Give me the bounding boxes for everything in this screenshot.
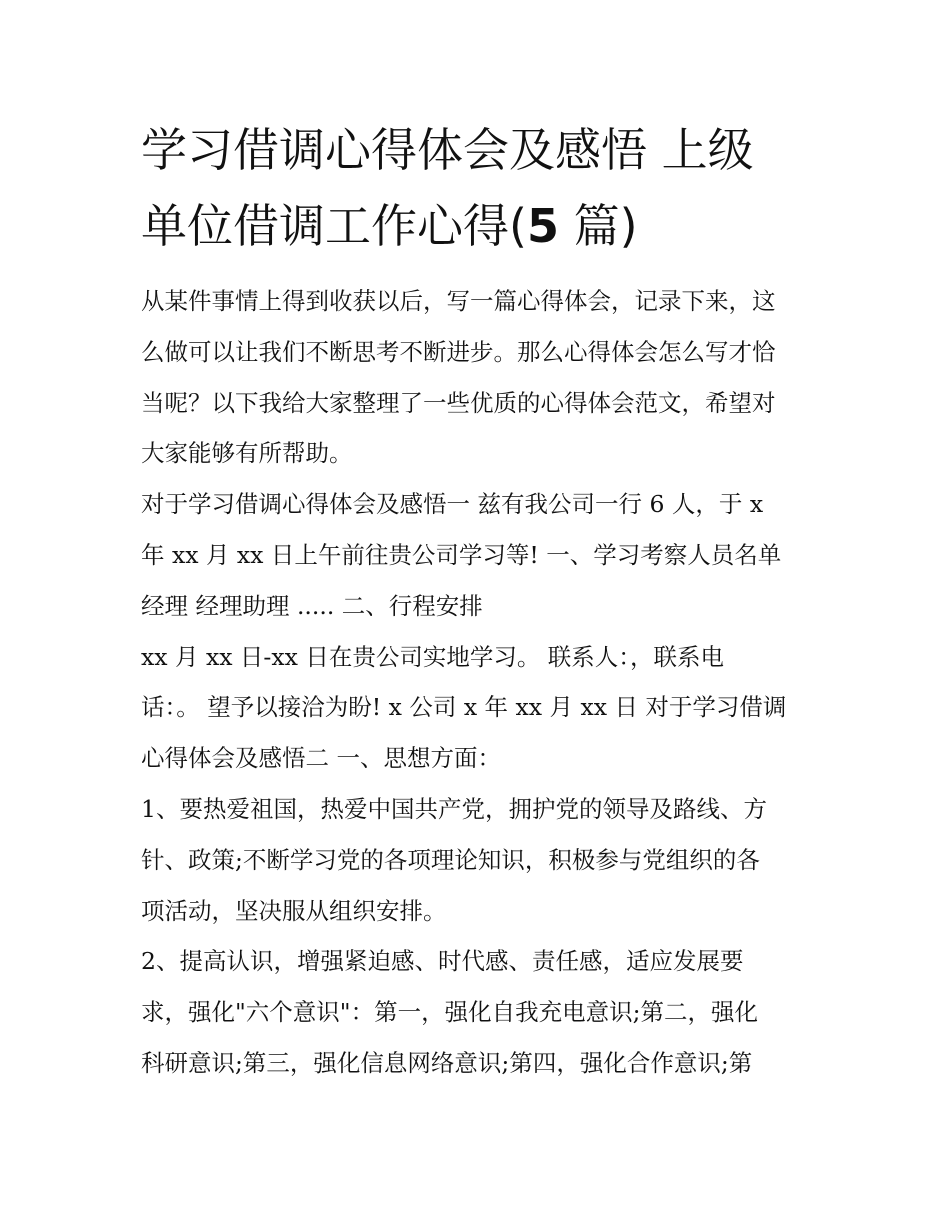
paragraph-line: 从某件事情上得到收获以后，写一篇心得体会，记录下来，这 (141, 287, 776, 315)
point-two-paragraph (141, 936, 831, 1088)
paragraph-line: 2、提高认识，增强紧迫感、时代感、责任感，适应发展要 (141, 947, 744, 976)
title-line-2-suffix: 篇) (558, 199, 638, 253)
intro-paragraph (141, 276, 831, 479)
paragraph-line: 科研意识;第三，强化信息网络意识;第四，强化合作意识;第 (141, 1048, 753, 1077)
article-one-paragraph (141, 479, 831, 631)
document-body (141, 276, 831, 1089)
document-title (141, 112, 841, 264)
title-article-count: 5 (526, 199, 559, 253)
title-line-2 (141, 188, 841, 264)
paragraph-line: 针、政策;不断学习党的各项理论知识，积极参与党组织的各 (141, 845, 760, 874)
paragraph-line: 经理 经理助理 ..... 二、行程安排 (141, 591, 483, 620)
paragraph-line: 年 xx 月 xx 日上午前往贵公司学习等! 一、学习考察人员名单 (141, 540, 782, 569)
paragraph-line: 话：。 望予以接洽为盼! x 公司 x 年 xx 月 xx 日 对于学习借调 (141, 693, 787, 722)
paragraph-line: 1、要热爱祖国，热爱中国共产党，拥护党的领导及路线、方 (141, 794, 767, 823)
paragraph-line: 对于学习借调心得体会及感悟一 兹有我公司一行 6 人，于 x (141, 490, 764, 519)
schedule-paragraph (141, 632, 831, 784)
point-one-paragraph (141, 784, 831, 936)
paragraph-line: 大家能够有所帮助。 (141, 439, 353, 468)
paragraph-line: 项活动，坚决服从组织安排。 (141, 896, 447, 925)
title-line-2-prefix: 单位借调工作心得( (141, 199, 527, 253)
paragraph-line: xx 月 xx 日-xx 日在贵公司实地学习。 联系人：，联系电 (141, 642, 725, 671)
title-line-1: 学习借调心得体会及感悟 上级 (141, 123, 754, 177)
paragraph-line: 么做可以让我们不断思考不断进步。那么心得体会怎么写才恰 (141, 337, 776, 366)
paragraph-line: 心得体会及感悟二 一、思想方面： (141, 744, 501, 773)
paragraph-line: 求，强化"六个意识"：第一，强化自我充电意识;第二，强化 (141, 998, 759, 1027)
paragraph-line: 当呢？以下我给大家整理了一些优质的心得体会范文，希望对 (141, 388, 776, 417)
